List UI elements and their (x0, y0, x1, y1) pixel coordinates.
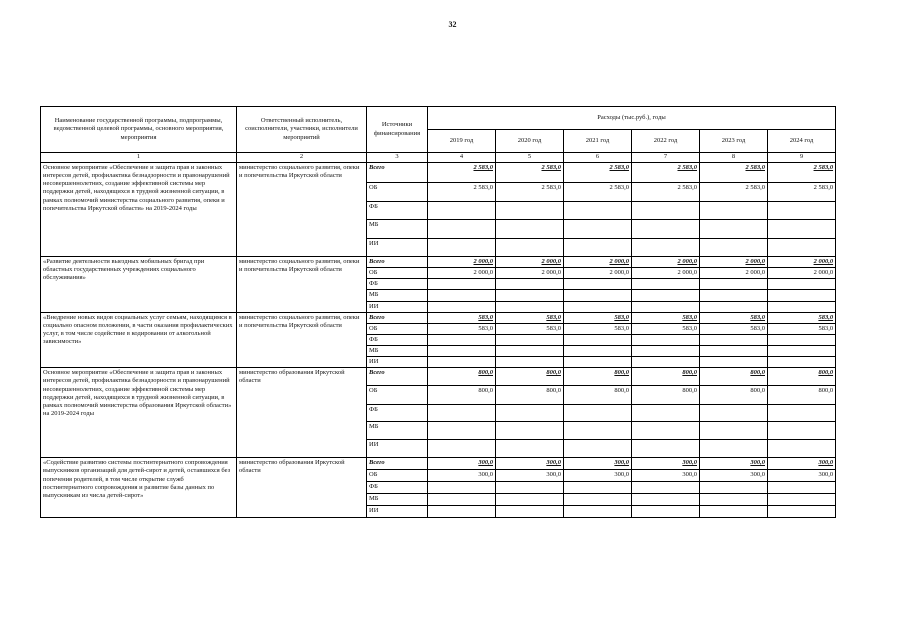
expense-value (700, 422, 768, 440)
expense-value (428, 279, 496, 290)
expense-value: 300,0 (564, 470, 632, 482)
header-year: 2022 год (632, 130, 700, 153)
expense-value (768, 301, 836, 312)
expense-value (768, 334, 836, 345)
expense-value: 2 583,0 (564, 183, 632, 202)
expense-value (564, 405, 632, 422)
expense-value: 800,0 (496, 368, 564, 386)
expense-value: 300,0 (632, 458, 700, 470)
funding-source: ФБ (367, 202, 428, 220)
expense-value (768, 440, 836, 458)
table-row (41, 368, 836, 386)
expense-value: 300,0 (700, 458, 768, 470)
expense-value (700, 239, 768, 257)
expense-value (632, 279, 700, 290)
funding-source: ОБ (367, 183, 428, 202)
expense-value: 2 000,0 (768, 257, 836, 268)
expense-value (768, 290, 836, 301)
expense-value: 583,0 (700, 312, 768, 323)
expense-value (428, 357, 496, 368)
expense-value (496, 279, 564, 290)
expense-value: 300,0 (496, 458, 564, 470)
expense-value (428, 290, 496, 301)
expense-value (632, 440, 700, 458)
header-year: 2020 год (496, 130, 564, 153)
expense-value (428, 422, 496, 440)
expense-value (564, 279, 632, 290)
header-year: 2024 год (768, 130, 836, 153)
expense-value (632, 239, 700, 257)
funding-source: ИИ (367, 506, 428, 518)
expense-value: 2 583,0 (768, 183, 836, 202)
expense-value (768, 239, 836, 257)
expense-value (496, 346, 564, 357)
expense-value (700, 405, 768, 422)
program-name: Основное мероприятие «Обеспечение и защита прав и законных интересов детей, профилактика безнадзорности и правонарушений несовершеннолетних, создание эффективной системы мер поддержки детей, находящихся в трудной жизненной ситуации, в рамках полномочий министерства образования Иркутской области» на 2019-2024 годы (41, 368, 237, 458)
funding-source: ОБ (367, 386, 428, 405)
expense-value: 2 000,0 (632, 257, 700, 268)
expense-value: 300,0 (496, 470, 564, 482)
expense-value (564, 290, 632, 301)
expense-value: 800,0 (428, 386, 496, 405)
program-executor: министерство образования Иркутской области (237, 368, 367, 458)
funding-source: ФБ (367, 405, 428, 422)
expense-value (768, 220, 836, 239)
expense-value: 583,0 (496, 312, 564, 323)
expense-value: 2 000,0 (428, 257, 496, 268)
expense-value (496, 220, 564, 239)
funding-source: ИИ (367, 357, 428, 368)
expense-value (428, 301, 496, 312)
header-year: 2021 год (564, 130, 632, 153)
expense-value: 583,0 (496, 323, 564, 334)
expense-value: 2 000,0 (496, 257, 564, 268)
expense-value (496, 494, 564, 506)
expense-value (700, 482, 768, 494)
header-year: 2023 год (700, 130, 768, 153)
expense-value: 800,0 (700, 386, 768, 405)
expense-value: 2 000,0 (564, 257, 632, 268)
funding-source: ФБ (367, 482, 428, 494)
program-name: «Внедрение новых видов социальных услуг семьям, находящимся в социально опасном положении, в части оказания профилактических услуг, в том числе содействие в кодировании от алкогольной зависимости» (41, 312, 237, 368)
funding-source: ОБ (367, 470, 428, 482)
expense-value: 2 583,0 (700, 183, 768, 202)
expense-value (700, 220, 768, 239)
expense-value (768, 346, 836, 357)
expense-value (428, 239, 496, 257)
expense-value (564, 482, 632, 494)
program-executor: министерство социального развития, опеки и попечительства Иркутской области (237, 257, 367, 313)
funding-source: ИИ (367, 440, 428, 458)
funding-source: ФБ (367, 334, 428, 345)
funding-source: ИИ (367, 301, 428, 312)
expense-value (428, 334, 496, 345)
expense-value (496, 357, 564, 368)
expense-value (768, 279, 836, 290)
expense-value (632, 202, 700, 220)
expense-value (632, 290, 700, 301)
column-number: 5 (496, 153, 564, 163)
expense-value (564, 346, 632, 357)
expense-value (768, 482, 836, 494)
expense-value: 800,0 (428, 368, 496, 386)
expense-value: 2 000,0 (632, 268, 700, 279)
expense-value (496, 239, 564, 257)
expense-value (496, 301, 564, 312)
expense-value (428, 440, 496, 458)
expense-value (564, 357, 632, 368)
expense-value (496, 405, 564, 422)
expense-value (700, 301, 768, 312)
expense-value (496, 506, 564, 518)
column-number: 1 (41, 153, 237, 163)
expense-value (768, 506, 836, 518)
expense-value: 2 000,0 (700, 257, 768, 268)
expense-value: 300,0 (632, 470, 700, 482)
expense-value (700, 279, 768, 290)
expense-value (496, 440, 564, 458)
expense-value: 583,0 (768, 312, 836, 323)
expense-value: 800,0 (564, 386, 632, 405)
page-number: 32 (448, 20, 457, 29)
expense-value: 583,0 (428, 312, 496, 323)
expense-value: 800,0 (700, 368, 768, 386)
funding-source: Всего (367, 368, 428, 386)
program-executor: министерство социального развития, опеки и попечительства Иркутской области (237, 312, 367, 368)
funding-source: МБ (367, 422, 428, 440)
expense-value (700, 290, 768, 301)
expense-value: 2 583,0 (496, 183, 564, 202)
expense-value: 300,0 (428, 458, 496, 470)
header-source: Источники финансирования (367, 107, 428, 153)
column-number: 3 (367, 153, 428, 163)
expense-value: 2 000,0 (564, 268, 632, 279)
column-number: 2 (237, 153, 367, 163)
expense-value: 800,0 (768, 368, 836, 386)
table-row (41, 257, 836, 268)
funding-source: МБ (367, 346, 428, 357)
header-expenses: Расходы (тыс.руб.), годы (428, 107, 836, 130)
expense-value: 300,0 (700, 470, 768, 482)
expense-value (564, 506, 632, 518)
expense-value (564, 301, 632, 312)
expenditure-table (40, 106, 836, 518)
expense-value: 2 583,0 (700, 163, 768, 183)
expense-value (632, 494, 700, 506)
funding-source: Всего (367, 163, 428, 183)
funding-source: ОБ (367, 323, 428, 334)
expense-value (632, 482, 700, 494)
expense-value: 300,0 (768, 470, 836, 482)
expense-value: 300,0 (564, 458, 632, 470)
expense-value (632, 346, 700, 357)
expense-value: 2 583,0 (632, 163, 700, 183)
expense-value (700, 334, 768, 345)
expense-value: 2 583,0 (564, 163, 632, 183)
funding-source: Всего (367, 458, 428, 470)
expense-value (768, 202, 836, 220)
expense-value (428, 494, 496, 506)
column-number: 4 (428, 153, 496, 163)
expense-value (768, 357, 836, 368)
expense-value: 2 000,0 (768, 268, 836, 279)
expense-value (428, 405, 496, 422)
table-row (41, 312, 836, 323)
expense-value: 800,0 (768, 386, 836, 405)
expense-value (496, 334, 564, 345)
expense-value (428, 482, 496, 494)
expense-value (700, 494, 768, 506)
expense-value (632, 357, 700, 368)
expense-value (428, 220, 496, 239)
expense-value: 2 583,0 (768, 163, 836, 183)
program-name: Основное мероприятие «Обеспечение и защита прав и законных интересов детей, профилактика безнадзорности и правонарушений несовершеннолетних, создание эффективной системы мер поддержки детей, находящихся в трудной жизненной ситуации, в рамках полномочий министерства социального развития, опеки и попечительства Иркутской области» на 2019-2024 годы (41, 163, 237, 257)
header-year: 2019 год (428, 130, 496, 153)
program-name: «Развитие деятельности выездных мобильных бригад при областных государственных учреждениях социального обслуживания» (41, 257, 237, 313)
expense-value: 800,0 (564, 368, 632, 386)
expense-value: 2 583,0 (428, 183, 496, 202)
program-name: «Содействие развитию системы постинтернатного сопровождения выпускников организаций для детей-сирот и детей, оставшихся без попечения родителей, в том числе открытие служб постинтернатного сопровождения и развитие базы данных по выпускникам из числа детей-сирот» (41, 458, 237, 518)
funding-source: МБ (367, 220, 428, 239)
expense-value (496, 202, 564, 220)
expense-value (428, 346, 496, 357)
expense-value: 2 583,0 (632, 183, 700, 202)
expense-value: 583,0 (564, 323, 632, 334)
column-number: 8 (700, 153, 768, 163)
funding-source: Всего (367, 257, 428, 268)
expense-value (700, 346, 768, 357)
expense-value: 2 000,0 (496, 268, 564, 279)
expense-value: 583,0 (632, 323, 700, 334)
expense-value: 800,0 (496, 386, 564, 405)
header-executor: Ответственный исполнитель, соисполнители, участники, исполнители мероприятий (237, 107, 367, 153)
expense-value: 583,0 (768, 323, 836, 334)
expense-value (632, 422, 700, 440)
expense-value: 800,0 (632, 386, 700, 405)
expense-value (496, 290, 564, 301)
expense-value: 2 000,0 (428, 268, 496, 279)
expense-value: 2 583,0 (428, 163, 496, 183)
expense-value: 583,0 (700, 323, 768, 334)
expense-value: 2 000,0 (700, 268, 768, 279)
column-number: 6 (564, 153, 632, 163)
expense-value (564, 239, 632, 257)
expense-value (700, 357, 768, 368)
expense-value (632, 506, 700, 518)
expense-value (428, 506, 496, 518)
expense-value (564, 494, 632, 506)
header-name: Наименование государственной программы, подпрограммы, ведомственной целевой программы, основного мероприятия, мероприятия (41, 107, 237, 153)
expense-value (428, 202, 496, 220)
expense-value: 583,0 (632, 312, 700, 323)
funding-source: ИИ (367, 239, 428, 257)
expense-value (564, 334, 632, 345)
expense-value (768, 494, 836, 506)
funding-source: МБ (367, 494, 428, 506)
expense-value (496, 482, 564, 494)
expense-value: 300,0 (428, 470, 496, 482)
table-row (41, 458, 836, 470)
funding-source: ОБ (367, 268, 428, 279)
program-executor: министерство социального развития, опеки и попечительства Иркутской области (237, 163, 367, 257)
column-number: 7 (632, 153, 700, 163)
program-executor: министерство образования Иркутской области (237, 458, 367, 518)
expense-value (768, 422, 836, 440)
expense-value: 583,0 (564, 312, 632, 323)
expense-value: 2 583,0 (496, 163, 564, 183)
expense-value (700, 202, 768, 220)
expense-value (768, 405, 836, 422)
expense-value (700, 506, 768, 518)
expense-value (496, 422, 564, 440)
expense-value: 800,0 (632, 368, 700, 386)
expense-value (564, 422, 632, 440)
funding-source: Всего (367, 312, 428, 323)
expense-value (632, 220, 700, 239)
table-row (41, 163, 836, 183)
funding-source: ФБ (367, 279, 428, 290)
column-number: 9 (768, 153, 836, 163)
expense-value (632, 405, 700, 422)
expense-value (564, 220, 632, 239)
expense-value: 300,0 (768, 458, 836, 470)
expense-value: 583,0 (428, 323, 496, 334)
expense-value (632, 334, 700, 345)
expense-value (700, 440, 768, 458)
program-rows (41, 163, 836, 518)
funding-source: МБ (367, 290, 428, 301)
expense-value (632, 301, 700, 312)
expense-value (564, 202, 632, 220)
expense-value (564, 440, 632, 458)
